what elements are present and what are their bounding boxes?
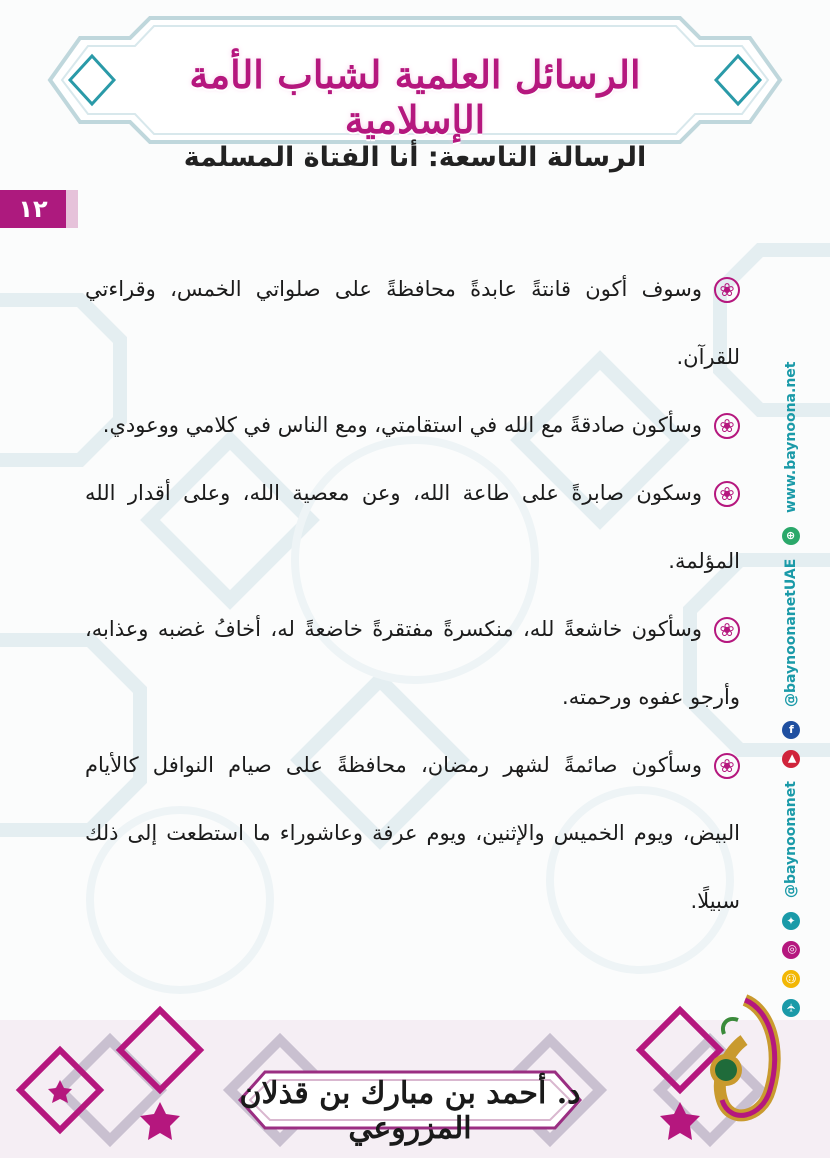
flower-bullet-icon: ❀ [714,413,740,439]
telegram-icon[interactable]: ✈ [782,999,800,1017]
paragraph-1 [85,255,740,391]
baynoona-logo [700,990,790,1140]
globe-icon[interactable]: ⊕ [782,527,800,545]
paragraph-text: وسأكون صادقةً مع الله في استقامتي، ومع الناس في كلامي ووعودي. [102,413,702,437]
instagram-icon[interactable]: ◎ [782,941,800,959]
facebook-icon[interactable]: f [782,721,800,739]
paragraph-text: وسأكون خاشعةً لله، منكسرةً مفتقرةً خاضعةً له، أخافُ غضبه وعذابه، وأرجو عفوه ورحمته. [85,617,740,709]
handle-net[interactable]: @baynoonanet [783,781,799,899]
author-name: د. أحمد بن مبارك بن قذلان المزروعي [239,1076,581,1146]
flower-bullet-icon: ❀ [714,277,740,303]
twitter-icon[interactable]: ✦ [782,912,800,930]
page-subtitle: الرسالة التاسعة: أنا الفتاة المسلمة [183,142,647,173]
flower-bullet-icon: ❀ [714,617,740,643]
paragraph-text: وسكون صابرةً على طاعة الله، وعن معصية الله، وعلى أقدار الله المؤلمة. [85,481,740,573]
body-text [85,255,740,935]
paragraph-text: وسوف أكون قانتةً عابدةً محافظةً على صلواتي الخمس، وقراءتي للقرآن. [85,277,740,369]
paragraph-4 [85,595,740,731]
paragraph-5 [85,731,740,935]
page-number: ١٢ [0,190,66,228]
social-links [782,320,812,1020]
social-sidebar [782,320,812,1020]
youtube-icon[interactable]: ▶ [782,750,800,768]
page-tab-accent [66,190,78,228]
flower-bullet-icon: ❀ [714,753,740,779]
snapchat-icon[interactable]: ☺ [782,970,800,988]
flower-bullet-icon: ❀ [714,481,740,507]
paragraph-2 [85,391,740,459]
paragraph-3 [85,459,740,595]
series-title: الرسائل العلمية لشباب الأمة الإسلامية [189,52,641,142]
handle-uae[interactable]: @baynoonanetUAE [783,558,799,707]
website-link[interactable]: www.baynoona.net [783,361,799,513]
paragraph-text: وسأكون صائمةً لشهر رمضان، محافظةً على صيام النوافل كالأيام البيض، ويوم الخميس والإثنين، ويوم عرفة وعاشوراء ما استطعت إلى ذلك سبيلًا. [85,753,740,913]
